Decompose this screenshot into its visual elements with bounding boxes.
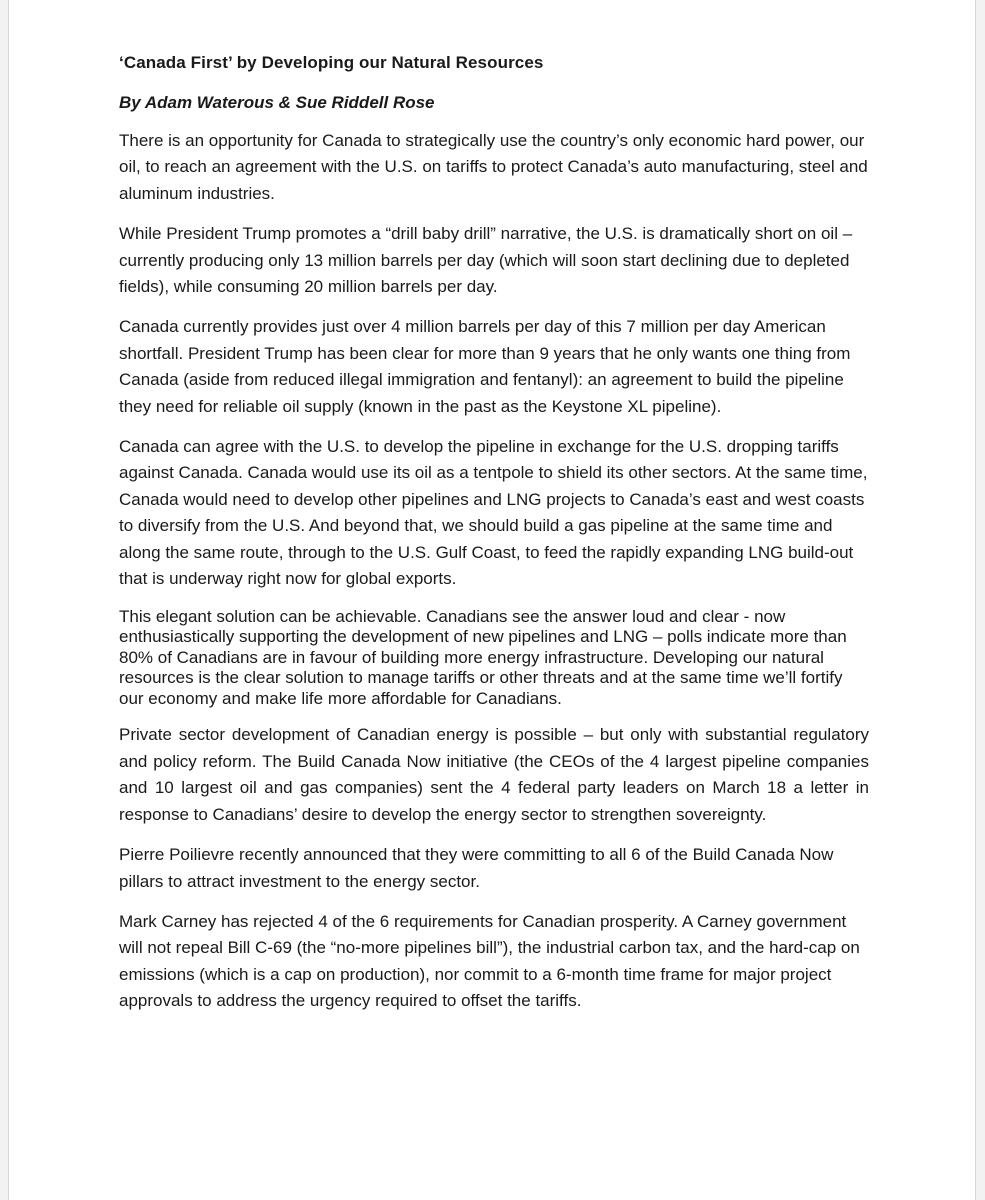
paragraph-3: Canada currently provides just over 4 million barrels per day of this 7 million per day American shortfall. President Trump has been clear for more than 9 years that he only wants one thing from Canada (aside from reduced illegal immigration and fentanyl): an agreement to build the pipeline they need for reliable oil supply (known in the past as the Keystone XL pipeline). bbox=[119, 317, 851, 416]
paragraph-6: Private sector development of Canadian energy is possible – but only with substantial regulatory and policy reform. The Build Canada Now initiative (the CEOs of the 4 largest pipeline companies and 10 largest oil and gas companies) sent the 4 federal party leaders on March 18 a letter in response to Canadians’ desire to develop the energy sector to strengthen sovereignty. bbox=[119, 725, 869, 824]
article-byline: By Adam Waterous & Sue Riddell Rose bbox=[119, 93, 435, 112]
paragraph-8: Mark Carney has rejected 4 of the 6 requirements for Canadian prosperity. A Carney government will not repeal Bill C-69 (the “no-more pipelines bill”), the industrial carbon tax, and the hard-cap on emissions (which is a cap on production), nor commit to a 6-month time frame for major project approvals to address the urgency required to offset the tariffs. bbox=[119, 911, 860, 1011]
paragraph-2: While President Trump promotes a “drill baby drill” narrative, the U.S. is dramatically short on oil – currently producing only 13 million barrels per day (which will soon start declining due to depleted fields), while consuming 20 million barrels per day. bbox=[119, 224, 853, 297]
paragraph-4: Canada can agree with the U.S. to develop the pipeline in exchange for the U.S. dropping tariffs against Canada. Canada would use its oil as a tentpole to shield its other sectors. At the same time, Canada would need to develop other pipelines and LNG projects to Canada’s east and west coasts to diversify from the U.S. And beyond that, we should build a gas pipeline at the same time and along the same route, through to the U.S. Gulf Coast, to feed the rapidly expanding LNG build-out that is underway right now for global exports. bbox=[119, 437, 868, 589]
document-page bbox=[8, 0, 976, 1200]
document-body bbox=[119, 50, 869, 1029]
paragraph-7: Pierre Poilievre recently announced that they were committing to all 6 of the Build Canada Now pillars to attract investment to the energy sector. bbox=[119, 845, 834, 891]
paragraph-5: This elegant solution can be achievable. Canadians see the answer loud and clear - now enthusiastically supporting the development of new pipelines and LNG – polls indicate more than 80% of Canadians are in favour of building more energy infrastructure. Developing our natural resources is the clear solution to manage tariffs or other threats and at the same time we’ll fortify our economy and make life more affordable for Canadians. bbox=[119, 606, 847, 708]
paragraph-1: There is an opportunity for Canada to strategically use the country’s only economic hard power, our oil, to reach an agreement with the U.S. on tariffs to protect Canada’s auto manufacturing, steel and aluminum industries. bbox=[119, 131, 868, 203]
article-title: ‘Canada First’ by Developing our Natural Resources bbox=[119, 53, 544, 72]
